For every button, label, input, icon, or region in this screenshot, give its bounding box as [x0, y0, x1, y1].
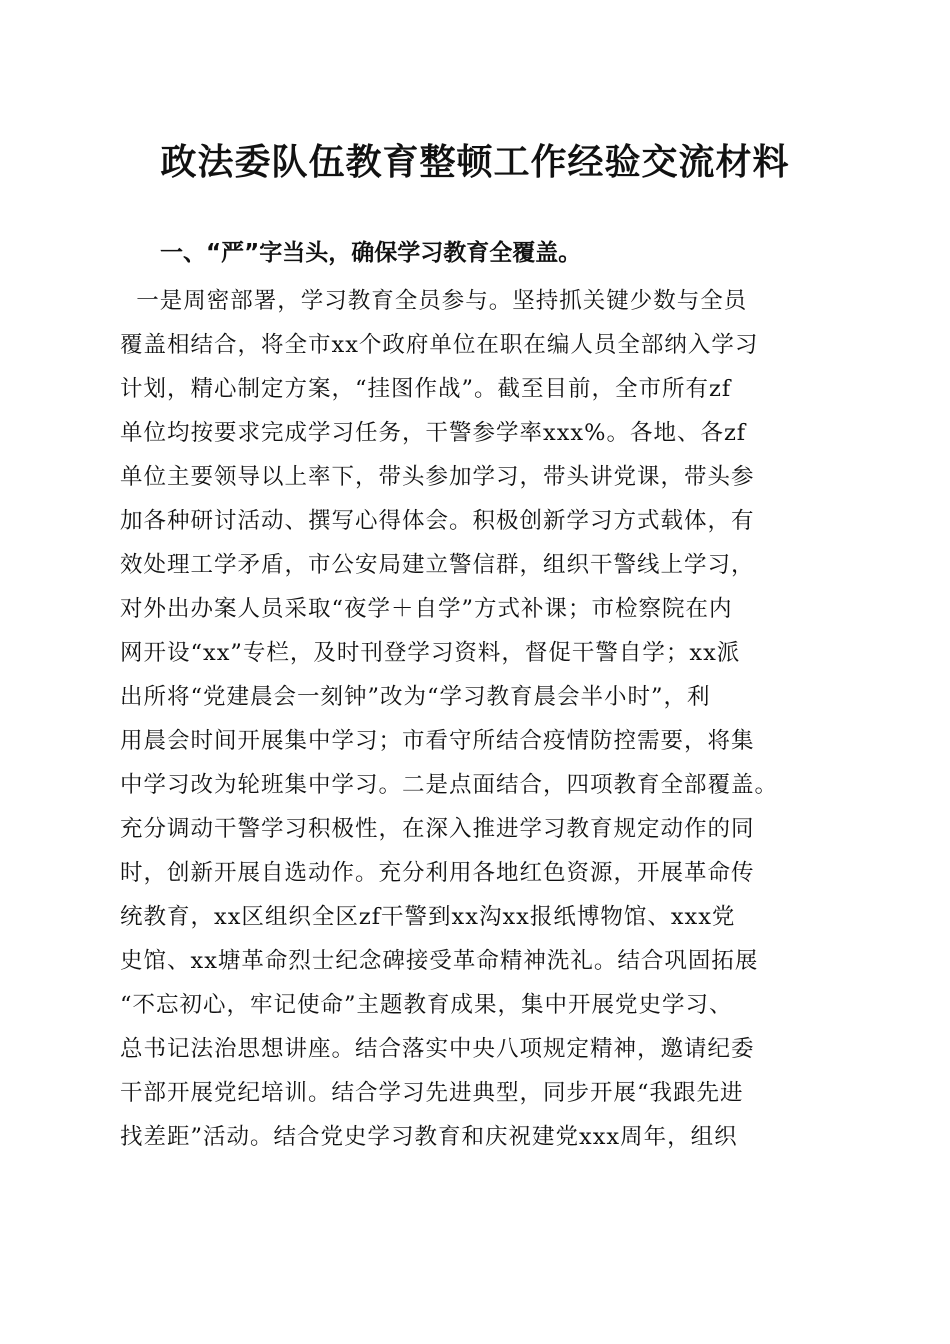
text-line: 用晨会时间开展集中学习；市看守所结合疫情防控需要，将集: [120, 728, 755, 754]
text-line: 计划，精心制定方案，“挂图作战”。截至目前，全市所有zf: [120, 376, 732, 402]
text-line: 史馆、xx塘革命烈士纪念碑接受革命精神洗礼。结合巩固拓展: [120, 948, 759, 974]
text-line: 覆盖相结合，将全市xx个政府单位在职在编人员全部纳入学习: [120, 332, 759, 358]
body-paragraph: [120, 279, 830, 1159]
text-line: 网开设“xx”专栏，及时刊登学习资料，督促干警自学；xx派: [120, 640, 741, 666]
text-line: 总书记法治思想讲座。结合落实中央八项规定精神，邀请纪委: [120, 1036, 755, 1062]
text-line: 充分调动干警学习积极性，在深入推进学习教育规定动作的同: [120, 816, 755, 842]
text-line: 中学习改为轮班集中学习。二是点面结合，四项教育全部覆盖。: [120, 772, 779, 798]
text-line: 对外出办案人员采取“夜学＋自学”方式补课；市检察院在内: [120, 596, 733, 622]
text-line: 加各种研讨活动、撰写心得体会。积极创新学习方式载体，有: [120, 508, 755, 534]
text-line: 时，创新开展自选动作。充分利用各地红色资源，开展革命传: [120, 860, 755, 886]
text-line: 干部开展党纪培训。结合学习先进典型，同步开展“我跟先进: [120, 1080, 744, 1106]
text-line: 单位均按要求完成学习任务，干警参学率xxx%。各地、各zf: [120, 420, 747, 446]
text-line: 找差距”活动。结合党史学习教育和庆祝建党xxx周年，组织: [120, 1124, 738, 1150]
text-line: “不忘初心，牢记使命”主题教育成果，集中开展党史学习、: [120, 992, 733, 1018]
document-title: 政法委队伍教育整顿工作经验交流材料: [160, 141, 790, 183]
text-line: 一是周密部署，学习教育全员参与。坚持抓关键少数与全员: [120, 288, 748, 314]
section-heading: 一、“严”字当头，确保学习教育全覆盖。: [160, 240, 582, 266]
text-line: 单位主要领导以上率下，带头参加学习，带头讲党课，带头参: [120, 464, 755, 490]
text-line: 出所将“党建晨会一刻钟”改为“学习教育晨会半小时”，利: [120, 684, 711, 710]
text-line: 统教育，xx区组织全区zf干警到xx沟xx报纸博物馆、xxx党: [120, 904, 736, 930]
text-line: 效处理工学矛盾，市公安局建立警信群，组织干警线上学习，: [120, 552, 755, 578]
